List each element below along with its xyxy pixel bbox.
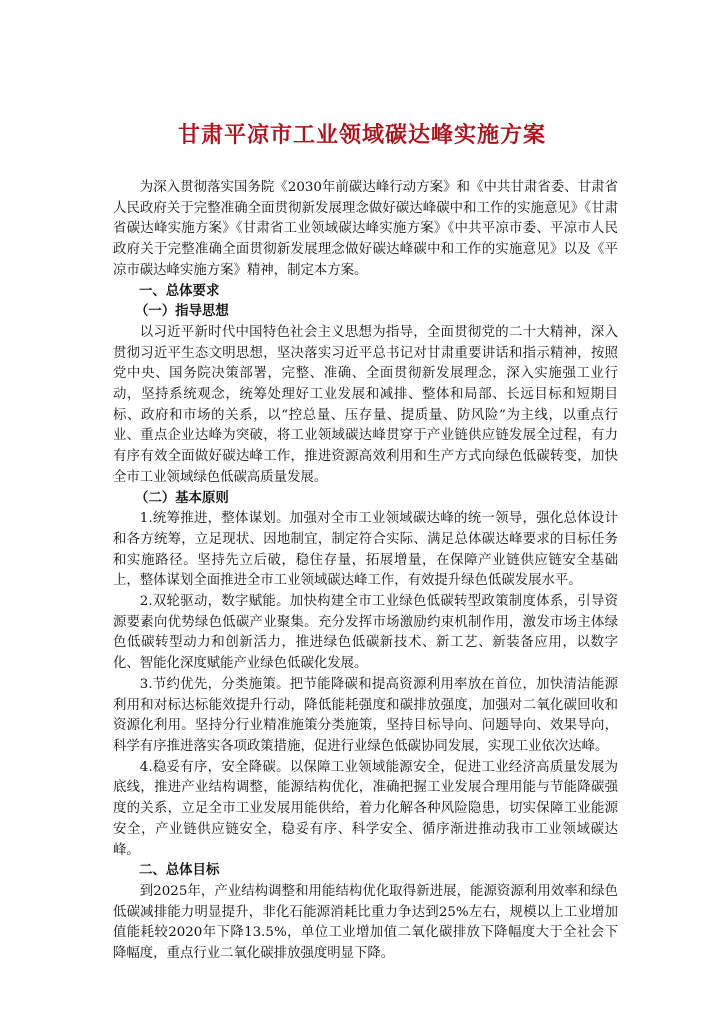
overall-goals-paragraph: 到2025年，产业结构调整和用能结构优化取得新进展，能源资源利用效率和绿色低碳减排能力明显提升，非化石能源消耗比重力争达到25%左右，规模以上工业增加值能耗较2020年下降13.5%，单位工业增加值二氧化碳排放下降幅度大于全社会下降幅度，重点行业二氧化碳排放强度明显下降。 (113, 883, 618, 962)
intro-paragraph: 为深入贯彻落实国务院《2030年前碳达峰行动方案》和《中共甘肃省委、甘肃省人民政府关于完整准确全面贯彻新发展理念做好碳达峰碳中和工作的实施意见》《甘肃省碳达峰实施方案》《甘肃省工业领域碳达峰实施方案》《中共平凉市委、平凉市人民政府关于完整准确全面贯彻新发展理念做好碳达峰碳中和工作的实施意见》以及《平凉市碳达峰实施方案》精神，制定本方案。 (113, 180, 618, 278)
subsection-heading-guiding-ideology: （一）指导思想 (135, 304, 229, 320)
subsection-heading-basic-principles: （二）基本原则 (135, 490, 229, 506)
section-heading-overall-requirements: 一、总体要求 (139, 283, 220, 299)
document-title: 甘肃平凉市工业领域碳达峰实施方案 (177, 123, 546, 148)
document-body (113, 178, 618, 965)
principle-paragraph-2: 2.双轮驱动，数字赋能。加快构建全市工业绿色低碳转型政策制度体系，引导资源要素向优势绿色低碳产业聚集。充分发挥市场激励约束机制作用，激发市场主体绿色低碳转型动力和创新活力，推进绿色低碳新技术、新工艺、新装备应用，以数字化、智能化深度赋能产业绿色低碳化发展。 (113, 594, 618, 672)
principle-paragraph-4: 4.稳妥有序，安全降碳。以保障工业领域能源安全，促进工业经济高质量发展为底线，推进产业结构调整，能源结构优化，准确把握工业发展合理用能与节能降碳强度的关系，立足全市工业发展用能供给，着力化解各种风险隐患，切实保障工业能源安全，产业链供应链安全，稳妥有序、科学安全、循序渐进推动我市工业领域碳达峰。 (113, 759, 618, 858)
section-heading-overall-goals: 二、总体目标 (139, 863, 220, 879)
principle-paragraph-1: 1.统筹推进，整体谋划。加强对全市工业领域碳达峰的统一领导，强化总体设计和各方统筹，立足现状、因地制宜，制定符合实际、满足总体碳达峰要求的目标任务和实施路径。坚持先立后破，稳住存量，拓展增量，在保障产业链供应链安全基础上，整体谋划全面推进全市工业领域碳达峰工作，有效提升绿色低碳发展水平。 (113, 511, 618, 589)
principle-paragraph-3: 3.节约优先，分类施策。把节能降碳和提高资源利用率放在首位，加快清洁能源利用和对标达标能效提升行动，降低能耗强度和碳排放强度，加强对二氧化碳回收和资源化利用。坚持分行业精准施策分类施策，坚持目标导向、问题导向、效果导向，科学有序推进落实各项政策措施，促进行业绿色低碳协同发展，实现工业依次达峰。 (113, 676, 618, 754)
guiding-ideology-paragraph: 以习近平新时代中国特色社会主义思想为指导，全面贯彻党的二十大精神，深入贯彻习近平生态文明思想，坚决落实习近平总书记对甘肃重要讲话和指示精神，按照党中央、国务院决策部署，完整、准确、全面贯彻新发展理念，深入实施强工业行动，坚持系统观念，统筹处理好工业发展和减排、整体和局部、长远目标和短期目标、政府和市场的关系，以“控总量、压存量、提质量、防风险”为主线，以重点行业、重点企业达峰为突破，将工业领域碳达峰贯穿于产业链供应链发展全过程，有力有序有效全面做好碳达峰工作，推进资源高效利用和生产方式向绿色低碳转变，加快全市工业领域绿色低碳高质量发展。 (113, 324, 618, 485)
